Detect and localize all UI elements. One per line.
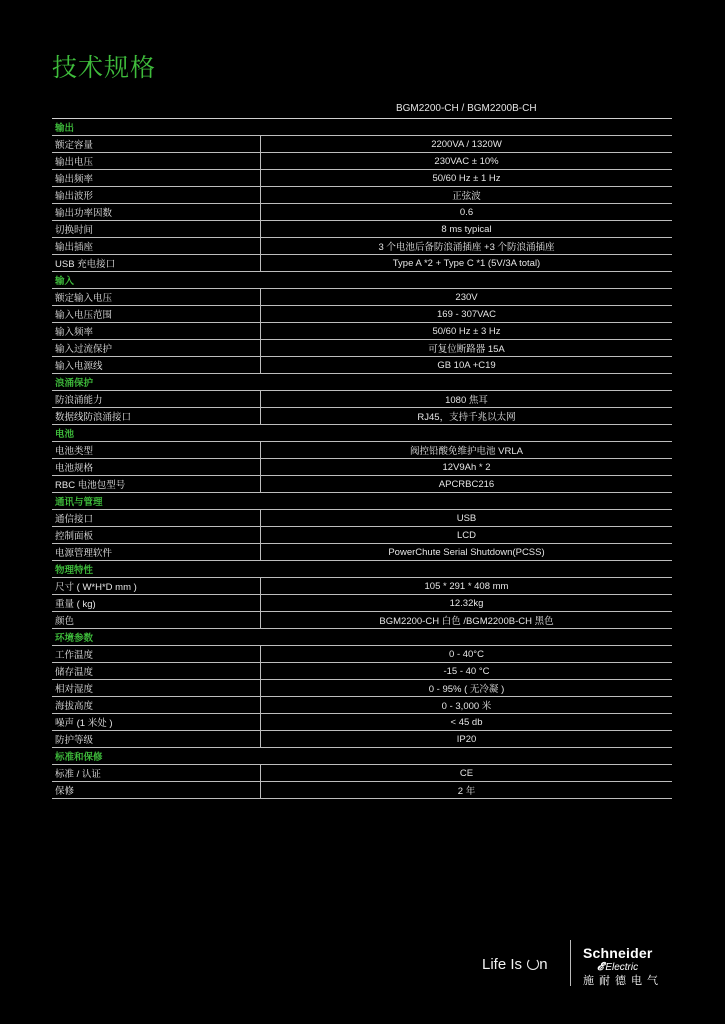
spec-value: BGM2200-CH 白色 /BGM2200B-CH 黑色 xyxy=(261,612,673,629)
spec-value: 0 - 95% ( 无冷凝 ) xyxy=(261,680,673,697)
spec-value: 169 - 307VAC xyxy=(261,306,673,323)
spec-value: LCD xyxy=(261,527,673,544)
section-header xyxy=(52,629,672,646)
spec-label: 输出频率 xyxy=(52,170,261,187)
spec-value: 阀控铅酸免维护电池 VRLA xyxy=(261,442,673,459)
section-title: 浪涌保护 xyxy=(52,374,672,391)
spec-label: 输入过流保护 xyxy=(52,340,261,357)
power-icon xyxy=(527,958,539,970)
spec-label: 控制面板 xyxy=(52,527,261,544)
spec-row xyxy=(52,255,672,272)
spec-row xyxy=(52,782,672,799)
spec-row xyxy=(52,612,672,629)
spec-row xyxy=(52,221,672,238)
model-header-row xyxy=(52,98,672,119)
spec-value: 0.6 xyxy=(261,204,673,221)
spec-row xyxy=(52,595,672,612)
spec-row xyxy=(52,459,672,476)
spec-label: USB 充电接口 xyxy=(52,255,261,272)
spec-value: 1080 焦耳 xyxy=(261,391,673,408)
section-title: 物理特性 xyxy=(52,561,672,578)
spec-row xyxy=(52,170,672,187)
spec-label: 输入电源线 xyxy=(52,357,261,374)
spec-row xyxy=(52,391,672,408)
spec-value: 8 ms typical xyxy=(261,221,673,238)
spec-row xyxy=(52,357,672,374)
tagline-prefix: Life Is xyxy=(482,956,527,973)
spec-label: 工作温度 xyxy=(52,646,261,663)
spec-label: 输入频率 xyxy=(52,323,261,340)
spec-value: -15 - 40 °C xyxy=(261,663,673,680)
section-header xyxy=(52,425,672,442)
spec-row xyxy=(52,187,672,204)
spec-row xyxy=(52,136,672,153)
spec-label: 重量 ( kg) xyxy=(52,595,261,612)
spec-label: 储存温度 xyxy=(52,663,261,680)
spec-value: APCRBC216 xyxy=(261,476,673,493)
section-title: 输入 xyxy=(52,272,672,289)
spec-value: 0 - 40°C xyxy=(261,646,673,663)
spec-row xyxy=(52,476,672,493)
spec-label: 相对湿度 xyxy=(52,680,261,697)
spec-value: 正弦波 xyxy=(261,187,673,204)
spec-value: 12V9Ah * 2 xyxy=(261,459,673,476)
section-header xyxy=(52,493,672,510)
brand-name: Schneider xyxy=(583,945,653,961)
section-title: 标准和保修 xyxy=(52,748,672,765)
spec-row xyxy=(52,731,672,748)
section-title: 环境参数 xyxy=(52,629,672,646)
spec-value: 0 - 3,000 米 xyxy=(261,697,673,714)
section-title: 电池 xyxy=(52,425,672,442)
spec-row xyxy=(52,578,672,595)
spec-label: RBC 电池包型号 xyxy=(52,476,261,493)
spec-value: RJ45，支持千兆以太网 xyxy=(261,408,673,425)
spec-label: 海拔高度 xyxy=(52,697,261,714)
spec-value: GB 10A +C19 xyxy=(261,357,673,374)
brand-sub xyxy=(583,961,678,974)
spec-value: 3 个电池后备防浪涌插座 +3 个防浪涌插座 xyxy=(261,238,673,255)
footer xyxy=(0,938,725,988)
spec-label: 输出波形 xyxy=(52,187,261,204)
section-header xyxy=(52,748,672,765)
tagline-suffix: n xyxy=(539,956,548,973)
schneider-electric-logo xyxy=(583,946,678,988)
spec-row xyxy=(52,289,672,306)
spec-row xyxy=(52,323,672,340)
section-title: 通讯与管理 xyxy=(52,493,672,510)
spec-value: < 45 db xyxy=(261,714,673,731)
brand-sub-text: Electric xyxy=(605,962,639,973)
spec-label: 切换时间 xyxy=(52,221,261,238)
spec-row xyxy=(52,680,672,697)
spec-label: 防浪涌能力 xyxy=(52,391,261,408)
spec-label: 标准 / 认证 xyxy=(52,765,261,782)
spec-value: 105 * 291 * 408 mm xyxy=(261,578,673,595)
spec-row xyxy=(52,340,672,357)
spec-row xyxy=(52,306,672,323)
brand-cn: 施耐德电气 xyxy=(583,975,663,987)
spec-value: PowerChute Serial Shutdown(PCSS) xyxy=(261,544,673,561)
spec-row xyxy=(52,697,672,714)
spec-row xyxy=(52,527,672,544)
spec-value: 230V xyxy=(261,289,673,306)
spec-row xyxy=(52,408,672,425)
spec-label: 输入电压范围 xyxy=(52,306,261,323)
spec-row xyxy=(52,544,672,561)
spec-row xyxy=(52,765,672,782)
spec-label: 电池规格 xyxy=(52,459,261,476)
spec-value: 2200VA / 1320W xyxy=(261,136,673,153)
spec-value: 50/60 Hz ± 1 Hz xyxy=(261,170,673,187)
spec-label: 尺寸 ( W*H*D mm ) xyxy=(52,578,261,595)
spec-label: 防护等级 xyxy=(52,731,261,748)
spec-value: 12.32kg xyxy=(261,595,673,612)
spec-label: 电池类型 xyxy=(52,442,261,459)
section-header xyxy=(52,374,672,391)
spec-row xyxy=(52,646,672,663)
model-header: BGM2200-CH / BGM2200B-CH xyxy=(261,98,673,119)
spec-label: 保修 xyxy=(52,782,261,799)
spec-label: 额定输入电压 xyxy=(52,289,261,306)
spec-label: 通信接口 xyxy=(52,510,261,527)
spec-row xyxy=(52,153,672,170)
spec-value: CE xyxy=(261,765,673,782)
spec-value: Type A *2 + Type C *1 (5V/3A total) xyxy=(261,255,673,272)
spec-value: USB xyxy=(261,510,673,527)
spec-label: 数据线防浪涌接口 xyxy=(52,408,261,425)
spec-row xyxy=(52,204,672,221)
spec-label: 输出功率因数 xyxy=(52,204,261,221)
section-header xyxy=(52,561,672,578)
section-header xyxy=(52,272,672,289)
page-title: 技术规格 xyxy=(52,54,157,82)
spec-table xyxy=(52,98,672,799)
spec-label: 输出插座 xyxy=(52,238,261,255)
spec-row xyxy=(52,238,672,255)
footer-divider xyxy=(570,940,571,986)
spec-label: 颜色 xyxy=(52,612,261,629)
section-title: 输出 xyxy=(52,119,672,136)
spec-row xyxy=(52,442,672,459)
spec-label: 电源管理软件 xyxy=(52,544,261,561)
spec-value: 230VAC ± 10% xyxy=(261,153,673,170)
life-is-on-logo xyxy=(482,956,548,973)
spec-value: 2 年 xyxy=(261,782,673,799)
spec-row xyxy=(52,663,672,680)
se-logo-icon: 𝓔 xyxy=(597,961,604,973)
spec-label: 输出电压 xyxy=(52,153,261,170)
spec-value: IP20 xyxy=(261,731,673,748)
spec-row xyxy=(52,714,672,731)
spec-label: 额定容量 xyxy=(52,136,261,153)
spec-value: 50/60 Hz ± 3 Hz xyxy=(261,323,673,340)
spec-value: 可复位断路器 15A xyxy=(261,340,673,357)
spec-row xyxy=(52,510,672,527)
model-header-blank xyxy=(52,98,261,119)
spec-label: 噪声 (1 米处 ) xyxy=(52,714,261,731)
section-header xyxy=(52,119,672,136)
